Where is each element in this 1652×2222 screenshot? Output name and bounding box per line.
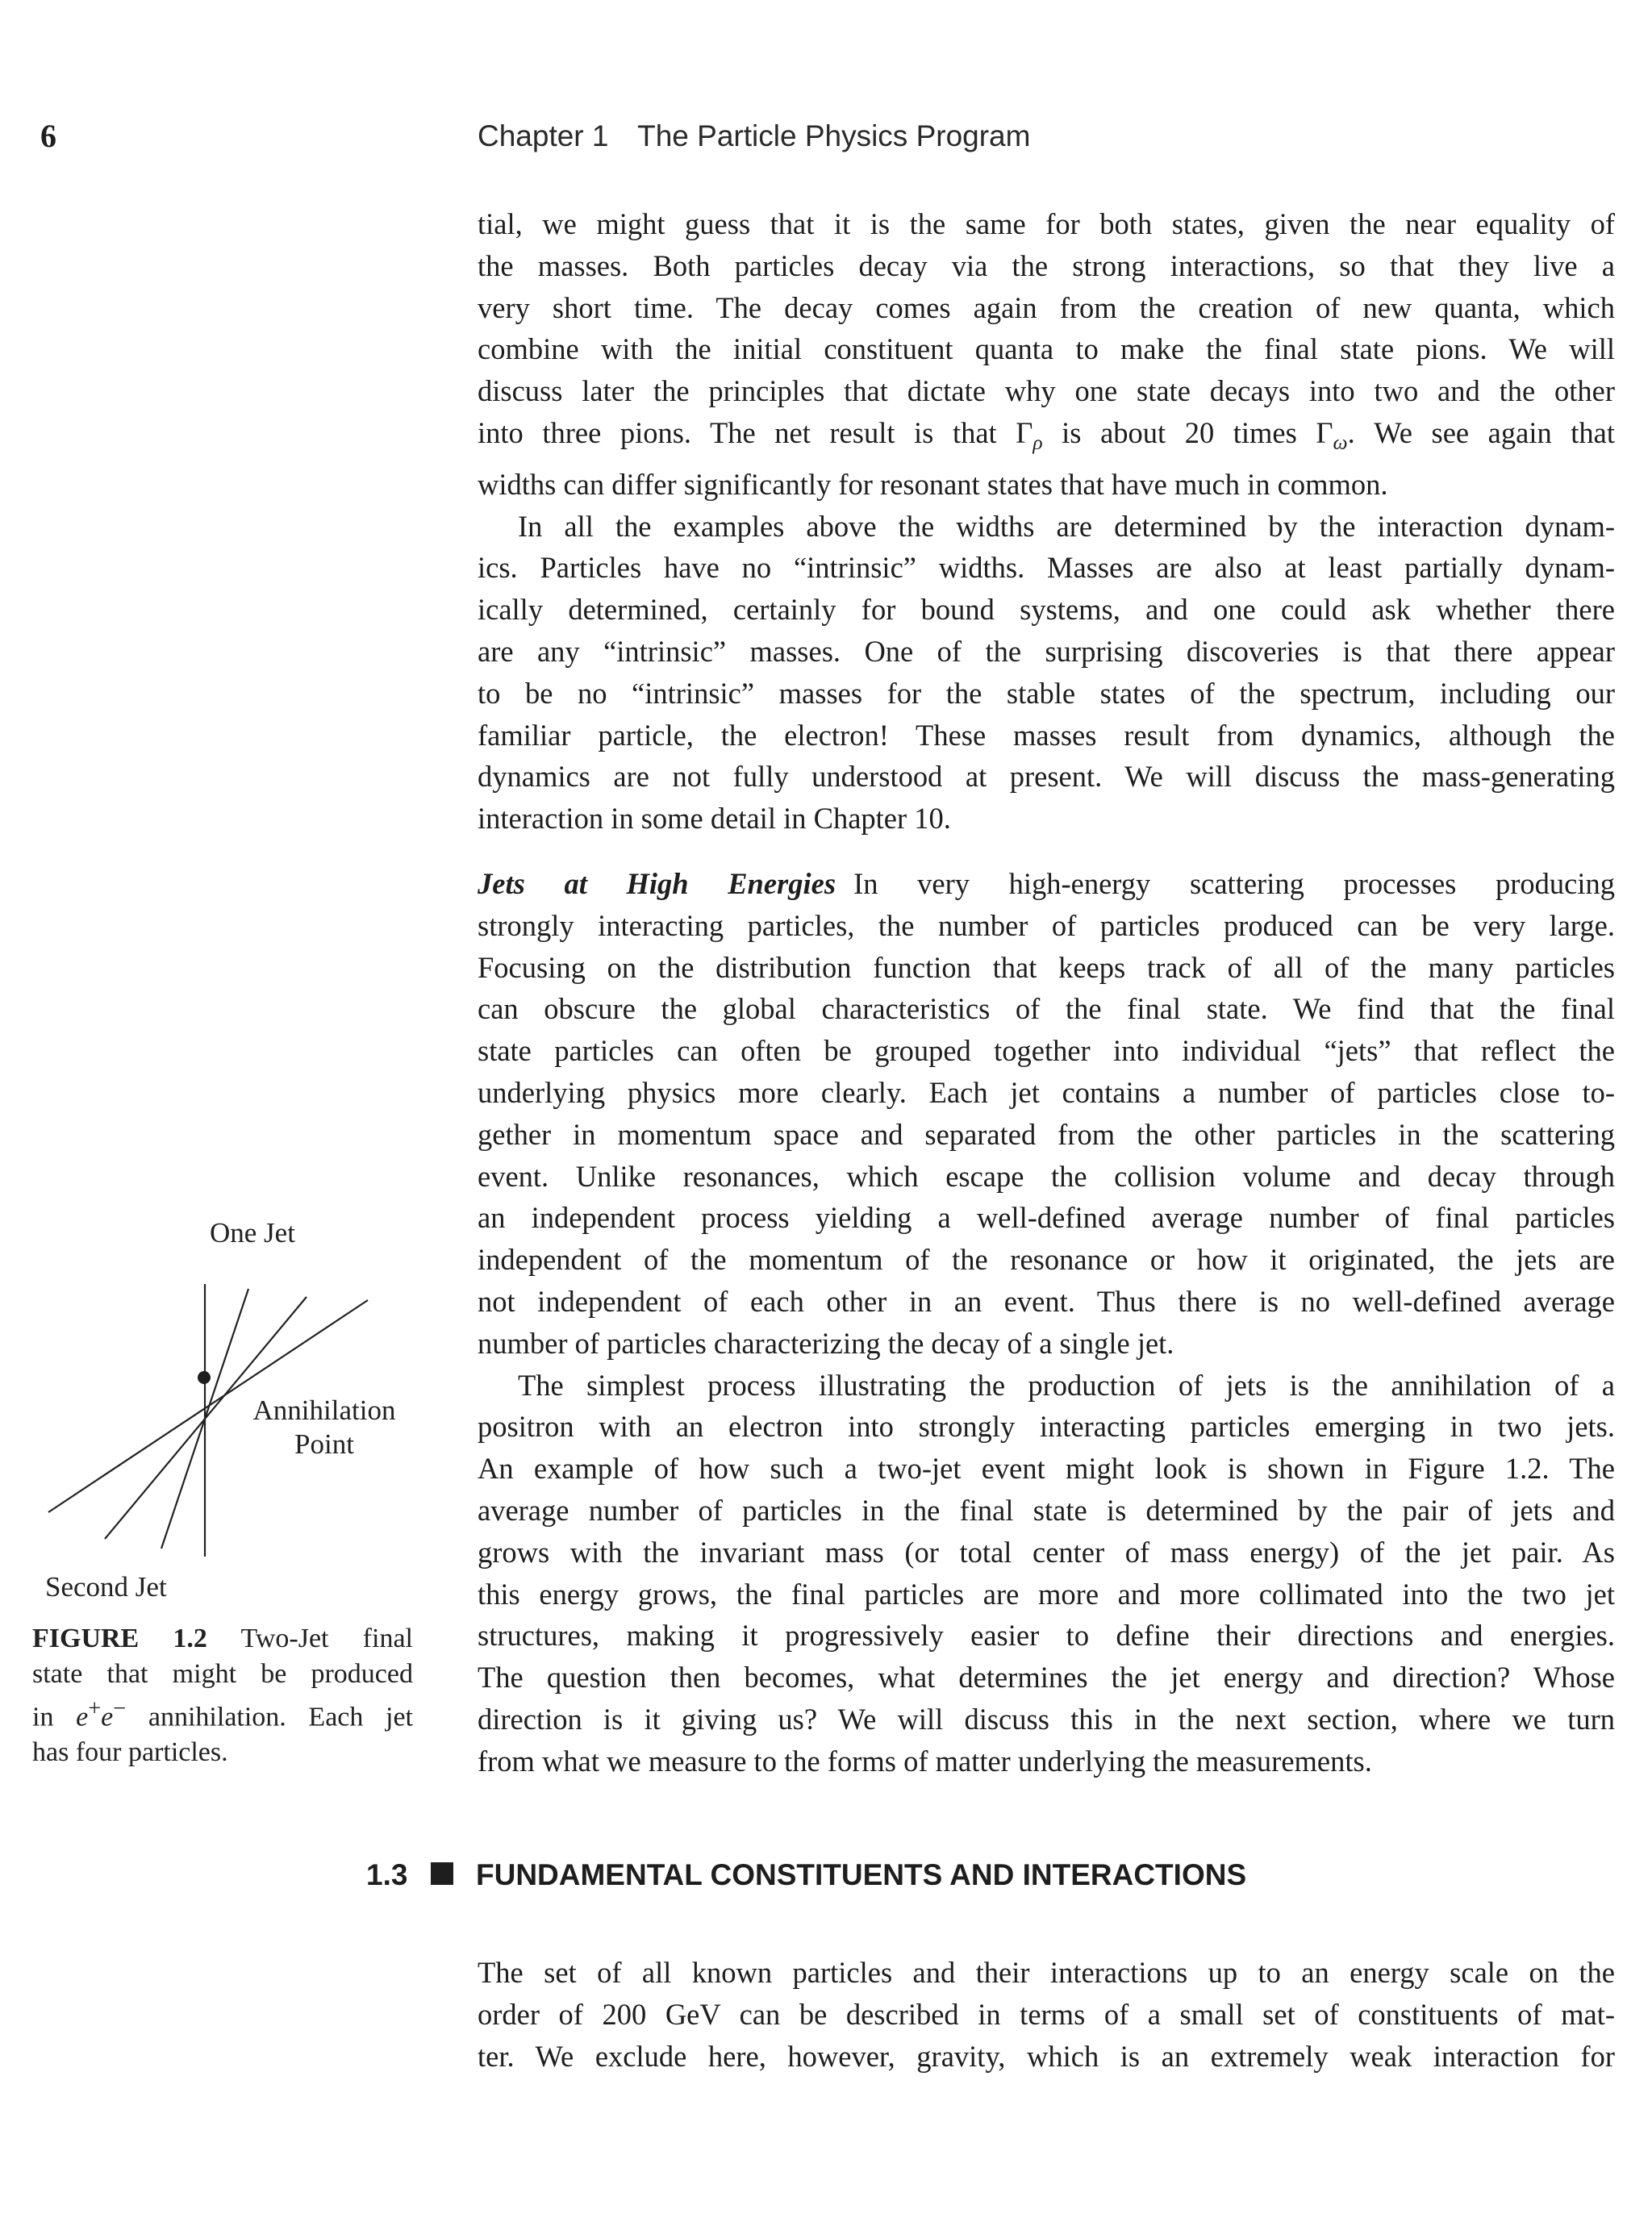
caption-line [32,1621,413,1657]
page-number: 6 [40,118,56,154]
electron-symbol: e [76,1702,89,1732]
square-bullet-icon [431,1862,453,1885]
text-line: interaction in some detail in Chapter 10. [478,802,951,836]
text-line: not independent of each other in an event. Thus there is no well-defined average [478,1284,1615,1318]
electron-symbol: e [101,1702,114,1732]
runin-heading: Jets at High Energies [478,867,836,900]
text-line: from what we measure to the forms of matter underlying the measurements. [478,1744,1372,1778]
text-line: grows with the invariant mass (or total center of mass energy) of the jet pair. As [478,1535,1615,1569]
text-line: order of 200 GeV can be described in terms of a small set of constituents of mat- [478,1997,1615,2031]
body-text-top [478,203,1615,840]
text-line: Focusing on the distribution function that keeps track of all of the many particles [478,950,1615,984]
text-line: discuss later the principles that dictate why one state decays into two and the other [478,374,1615,408]
text-line: The question then becomes, what determines the jet energy and direction? Whose [478,1661,1615,1695]
figure-tag: FIGURE 1.2 [32,1624,207,1653]
minus-superscript: − [113,1696,127,1721]
annihilation-point [198,1371,211,1384]
caption-fragment: Two-Jet final [240,1624,413,1653]
running-head-chapter: Chapter 1 [478,119,609,152]
text-line: The set of all known particles and their interactions up to an energy scale on the [478,1956,1615,1989]
caption-line: state that might be produced [32,1658,413,1689]
text-line: an independent process yielding a well-defined average number of final particles [478,1201,1615,1235]
caption-line [32,1691,413,1735]
body-text-bottom [478,1952,1615,2077]
text-line: gether in momentum space and separated from the other particles in the scattering [478,1117,1615,1151]
gamma-symbol: Γ [1016,415,1033,449]
rho-subscript: ρ [1032,430,1043,454]
running-head-title: The Particle Physics Program [637,119,1031,152]
label-second-jet: Second Jet [45,1571,167,1603]
text-line: are any “intrinsic” masses. One of the surprising discoveries is that there appear [478,634,1615,668]
jets-paragraph [478,863,1615,1782]
text-fragment: . We see again that [1347,415,1616,449]
running-head [478,116,1030,156]
text-line: ically determined, certainly for bound systems, and one could ask whether there [478,593,1615,627]
two-jet-diagram [32,1210,419,1565]
plus-superscript: + [88,1696,102,1721]
text-line: familiar particle, the electron! These masses result from dynamics, although the [478,718,1615,752]
text-line: positron with an electron into strongly interacting particles emerging in two jets. [478,1410,1615,1444]
text-line: tial, we might guess that it is the same for both states, given the near equality of [478,207,1615,240]
label-annihilation-line: Annihilation [252,1394,396,1426]
text-fragment: into three pions. The net result is that [478,415,1016,449]
label-point-line: Point [294,1428,354,1460]
text-line: widths can differ significantly for resonant states that have much in common. [478,467,1388,501]
text-line: underlying physics more clearly. Each jet contains a number of particles close to- [478,1075,1615,1109]
text-line: state particles can often be grouped together into individual “jets” that reflect the [478,1034,1615,1068]
text-line: can obscure the global characteristics of the final state. We find that the final [478,992,1615,1026]
text-line: ics. Particles have no “intrinsic” widths. Masses are also at least partially dynam- [478,551,1615,585]
label-one-jet: One Jet [210,1217,295,1249]
text-line: number of particles characterizing the decay of a single jet. [478,1326,1174,1360]
text-line: to be no “intrinsic” masses for the stable states of the spectrum, including our [478,676,1615,710]
omega-subscript: ω [1333,430,1348,454]
label-annihilation-point [244,1394,405,1461]
figure-caption [32,1621,413,1770]
text-line: The simplest process illustrating the production of jets is the annihilation of a [518,1368,1615,1402]
text-line: average number of particles in the final state is determined by the pair of jets and [478,1493,1615,1527]
text-line: independent of the momentum of the resonance or how it originated, the jets are [478,1243,1615,1277]
text-fragment: is about 20 times [1042,415,1316,449]
gamma-symbol: Γ [1316,415,1333,449]
text-fragment: In very high-energy scattering processes producing [853,867,1615,900]
text-line: very short time. The decay comes again from the creation of new quanta, which [478,290,1615,324]
text-line: In all the examples above the widths are determined by the interaction dynam- [518,509,1615,543]
section-title: FUNDAMENTAL CONSTITUENTS AND INTERACTIONS [476,1858,1247,1891]
text-line: structures, making it progressively easier to define their directions and energies. [478,1619,1615,1653]
text-line: dynamics are not fully understood at present. We will discuss the mass-generating [478,760,1615,794]
caption-line: has four particles. [32,1736,228,1767]
text-line: the masses. Both particles decay via the strong interactions, so that they live a [478,248,1615,282]
text-line: An example of how such a two-jet event might look is shown in Figure 1.2. The [478,1452,1615,1486]
text-line: this energy grows, the final particles are more and more collimated into the two jet [478,1577,1615,1611]
section-number: 1.3 [366,1858,408,1891]
text-line: ter. We exclude here, however, gravity, which is an extremely weak interaction for [478,2039,1615,2073]
text-line [478,863,1615,905]
text-line: direction is it giving us? We will discuss this in the next section, where we turn [478,1702,1615,1736]
text-line: event. Unlike resonances, which escape the collision volume and decay through [478,1159,1615,1193]
text-line: combine with the initial constituent quanta to make the final state pions. We will [478,332,1615,366]
text-line: strongly interacting particles, the number of particles produced can be very large. [478,908,1615,942]
text-line [478,412,1615,464]
caption-fragment: in [32,1702,77,1732]
section-heading [366,1855,1246,1895]
caption-fragment: annihilation. Each jet [126,1702,413,1732]
